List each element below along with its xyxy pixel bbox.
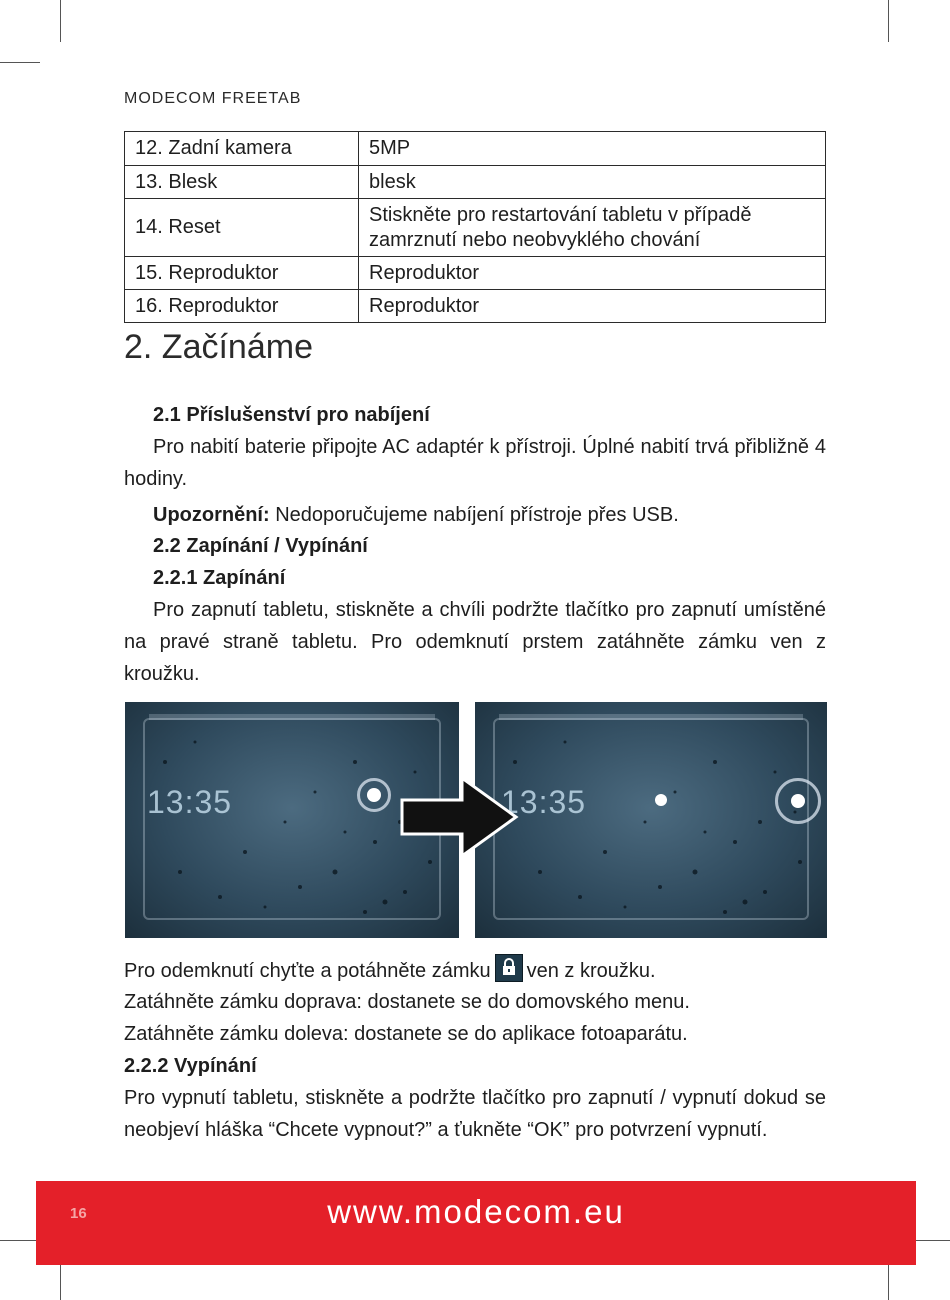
footer-bar	[36, 1181, 916, 1265]
ring-center-dot	[655, 794, 667, 806]
table-row	[125, 199, 826, 257]
lockscreen-clock: 13:35	[501, 784, 587, 820]
table-cell-description: Reproduktor	[359, 290, 826, 323]
right-arrow-icon	[400, 772, 520, 862]
table-cell-part: 15. Reproduktor	[125, 257, 359, 290]
subsection-heading: 2.2.1 Zapínání	[153, 567, 286, 589]
unlock-text-after: ven z kroužku.	[526, 960, 656, 982]
section-heading: 2.1 Příslušenství pro nabíjení	[153, 404, 430, 426]
table-cell-description: blesk	[359, 166, 826, 199]
running-header: MODECOM FREETAB	[124, 90, 302, 107]
table-cell-description: 5MP	[359, 132, 826, 166]
table-row	[125, 166, 826, 199]
crop-mark	[60, 0, 61, 42]
subsection-heading: 2.2.2 Vypínání	[124, 1055, 257, 1077]
paragraph: Zatáhněte zámku doprava: dostanete se do domovského menu.	[124, 991, 690, 1013]
table-cell-part: 14. Reset	[125, 199, 359, 257]
warning-note	[153, 499, 826, 531]
section-heading: 2.2 Zapínání / Vypínání	[153, 535, 368, 557]
lock-handle-icon	[367, 788, 381, 802]
paragraph: Zatáhněte zámku doleva: dostanete se do aplikace fotoaparátu.	[124, 1023, 688, 1045]
table-cell-description: Reproduktor	[359, 257, 826, 290]
lock-icon	[495, 954, 523, 982]
chapter-title: 2. Začínáme	[124, 328, 313, 366]
table-row	[125, 290, 826, 323]
table-cell-description: Stiskněte pro restartování tabletu v případě zamrznutí nebo neobvyklého chování	[359, 199, 826, 257]
paragraph: Pro zapnutí tabletu, stiskněte a chvíli podržte tlačítko pro zapnutí umístěné na pravé straně tabletu. Pro odemknutí prstem zatáhněte zámku ven z kroužku.	[124, 599, 826, 685]
table-cell-part: 12. Zadní kamera	[125, 132, 359, 166]
table-row	[125, 132, 826, 166]
spec-table	[124, 131, 826, 323]
table-cell-part: 13. Blesk	[125, 166, 359, 199]
table-cell-part: 16. Reproduktor	[125, 290, 359, 323]
page-number: 16	[70, 1205, 87, 1222]
warning-text: Nedoporučujeme nabíjení přístroje přes USB.	[269, 504, 679, 526]
paragraph: Pro nabití baterie připojte AC adaptér k přístroji. Úplné nabití trvá přibližně 4 hodiny.	[124, 436, 826, 490]
paragraph: Pro vypnutí tabletu, stiskněte a podržte tlačítko pro zapnutí / vypnutí dokud se neobjeví hláška “Chcete vypnout?” a ťukněte “OK” pro potvrzení vypnutí.	[124, 1087, 826, 1141]
crop-mark	[0, 62, 40, 63]
crop-mark	[888, 0, 889, 42]
crop-mark	[910, 1240, 950, 1241]
lockscreen-clock: 13:35	[147, 784, 233, 820]
crop-mark	[0, 1240, 40, 1241]
unlock-instruction	[124, 954, 826, 987]
lock-handle-icon	[791, 794, 805, 808]
table-row	[125, 257, 826, 290]
unlock-text-before: Pro odemknutí chyťte a potáhněte zámku	[124, 960, 491, 982]
website-link[interactable]: www.modecom.eu	[327, 1193, 625, 1230]
warning-label: Upozornění:	[153, 504, 270, 526]
lockscreen-screenshot-after	[475, 702, 827, 938]
